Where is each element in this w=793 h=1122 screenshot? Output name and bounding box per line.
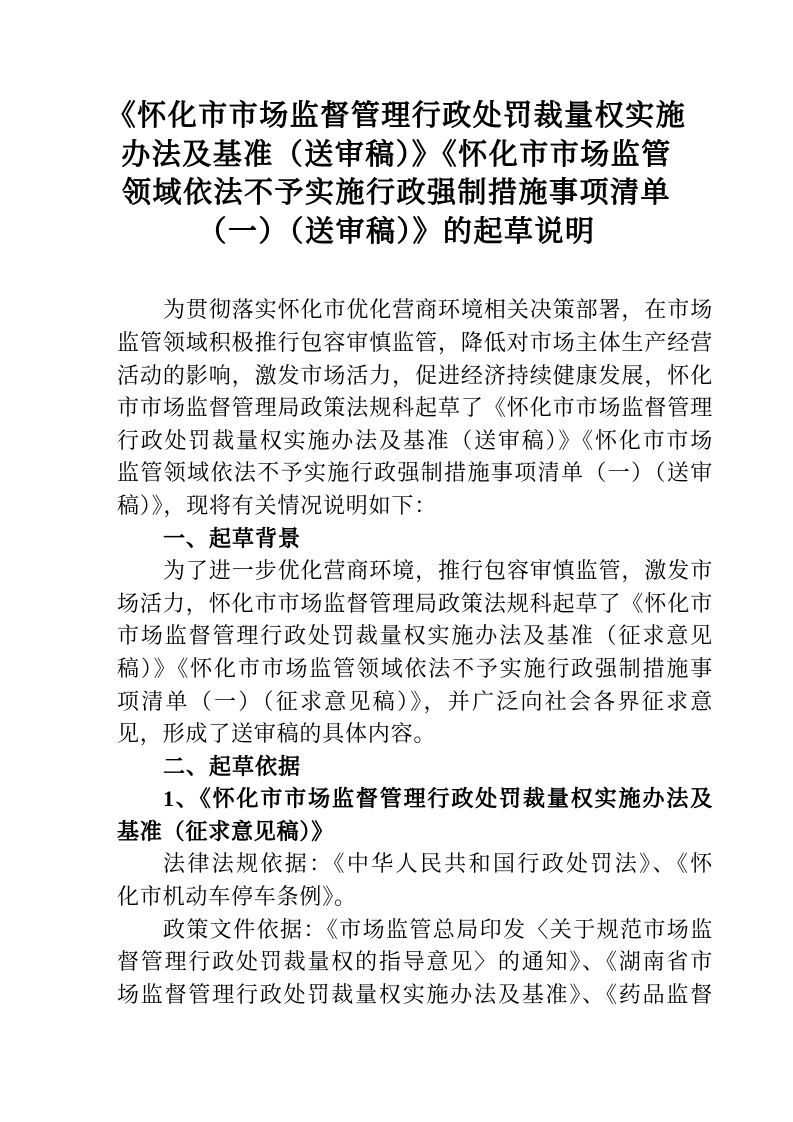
intro-paragraph-line: 稿）》，现将有关情况说明如下：	[117, 492, 438, 518]
background-paragraph-line: 场活力，怀化市市场监督管理局政策法规科起草了《怀化市	[117, 590, 713, 616]
heading-drafting-background: 一、起草背景	[163, 525, 302, 551]
item1-title-line: 基准（征求意见稿）》	[117, 818, 335, 844]
intro-paragraph-line: 监管领域积极推行包容审慎监管，降低对市场主体生产经营	[117, 329, 713, 355]
title-line-3: 领域依法不予实施行政强制措施事项清单	[121, 177, 671, 210]
background-paragraph-line: 见，形成了送审稿的具体内容。	[117, 721, 437, 747]
policy-basis-line: 场监督管理行政处罚裁量权实施办法及基准》、《药品监督	[117, 981, 713, 1007]
legal-basis-line: 化市机动车停车条例》。	[117, 884, 357, 910]
title-line-4: （一）（送审稿）》的起草说明	[197, 215, 596, 248]
legal-basis-line: 法律法规依据：《中华人民共和国行政处罚法》、《怀	[163, 851, 713, 877]
policy-basis-line: 政策文件依据：《市场监管总局印发〈关于规范市场监	[163, 916, 713, 942]
intro-paragraph-line: 为贯彻落实怀化市优化营商环境相关决策部署，在市场	[163, 297, 713, 323]
policy-basis-line: 督管理行政处罚裁量权的指导意见〉的通知》、《湖南省市	[117, 949, 713, 975]
title-line-2: 办法及基准（送审稿）》《怀化市市场监管	[121, 138, 672, 171]
intro-paragraph-line: 行政处罚裁量权实施办法及基准（送审稿）》《怀化市市场	[117, 427, 713, 453]
item1-title-line: 1、《怀化市市场监督管理行政处罚裁量权实施办法及	[163, 786, 713, 812]
heading-drafting-basis: 二、起草依据	[163, 753, 302, 779]
title-line-1: 《怀化市市场监督管理行政处罚裁量权实施	[106, 100, 687, 132]
intro-paragraph-line: 市市场监督管理局政策法规科起草了《怀化市市场监督管理	[117, 395, 713, 421]
intro-paragraph-line: 活动的影响，激发市场活力，促进经济持续健康发展，怀化	[117, 362, 713, 388]
background-paragraph-line: 项清单（一）（征求意见稿）》，并广泛向社会各界征求意	[117, 688, 713, 714]
document-title	[0, 0, 793, 251]
background-paragraph-line: 为了进一步优化营商环境，推行包容审慎监管，激发市	[163, 558, 713, 584]
background-paragraph-line: 稿）》《怀化市市场监管领域依法不予实施行政强制措施事	[117, 655, 713, 681]
background-paragraph-line: 市场监督管理行政处罚裁量权实施办法及基准（征求意见	[117, 623, 713, 649]
document-body	[117, 294, 713, 1011]
intro-paragraph-line: 监管领域依法不予实施行政强制措施事项清单（一）（送审	[117, 460, 713, 486]
